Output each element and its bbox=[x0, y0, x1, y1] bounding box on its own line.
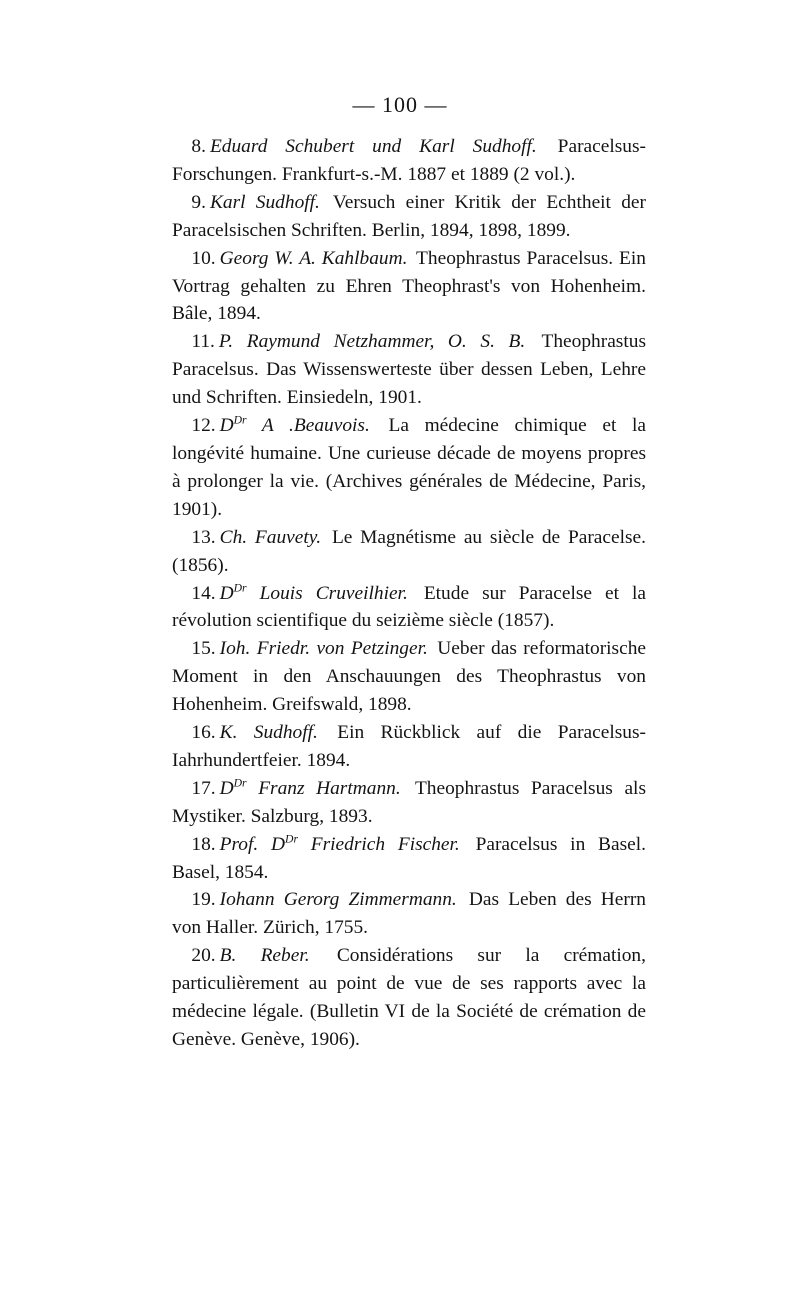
entry-author: Georg W. A. Kahlbaum. bbox=[219, 247, 408, 269]
bibliography-entry bbox=[172, 635, 646, 719]
entry-author: B. Reber. bbox=[219, 945, 310, 967]
entry-text: Etude sur Paracelse et la révolution scientifique du seizième siècle (1857). bbox=[172, 582, 646, 632]
bibliography-entry bbox=[172, 886, 646, 942]
entry-author: Franz Hartmann. bbox=[258, 777, 401, 799]
entry-author: Iohann Gerorg Zimmermann. bbox=[219, 889, 457, 911]
entry-author: Eduard Schubert und Karl Sudhoff. bbox=[209, 136, 537, 157]
entry-text: Paracelsus in Basel. Basel, 1854. bbox=[172, 833, 646, 883]
entry-text: Theophrastus Paracelsus. Das Wissenswerteste über dessen Leben, Lehre und Schriften. Einsiedeln, 1901. bbox=[172, 331, 646, 409]
bibliography-entry bbox=[172, 524, 646, 580]
entry-number: 9. bbox=[191, 191, 206, 213]
entry-author: K. Sudhoff. bbox=[219, 722, 318, 744]
entry-text: Das Leben des Herrn von Haller. Zürich, 1755. bbox=[172, 889, 646, 939]
bibliography-entry bbox=[172, 719, 646, 775]
bibliography-entry bbox=[172, 245, 646, 329]
entry-author-title: $D^{Dr}$ Franz Hartmann. bbox=[219, 776, 401, 799]
entry-author: Louis Cruveilhier. bbox=[259, 582, 408, 604]
entry-number: 15. bbox=[191, 638, 216, 660]
entry-number: 8. bbox=[191, 136, 206, 157]
entry-number: 13. bbox=[191, 526, 216, 548]
entry-number: 11. bbox=[191, 331, 215, 353]
entry-text: Versuch einer Kritik der Echtheit der Paracelsischen Schriften. Berlin, 1894, 1898, 1899. bbox=[172, 191, 646, 241]
entry-number: 17. bbox=[191, 777, 216, 799]
entry-author: A .Beauvois. bbox=[261, 415, 370, 437]
doctor-title-superscript: Dr bbox=[285, 832, 298, 846]
bibliography-entry bbox=[172, 133, 646, 189]
entry-author-title: $D^{Dr}$ A .Beauvois. bbox=[219, 413, 370, 437]
entry-number: 14. bbox=[191, 582, 216, 604]
entry-text: Considérations sur la crémation, particulièrement au point de vue de ses rapports avec la médecine légale. (Bulletin VI de la Société de crémation de Genève. Genève, 1906). bbox=[172, 945, 646, 1050]
entry-author-title: $D^{Dr}$ Louis Cruveilhier. bbox=[219, 581, 408, 604]
entry-number: 16. bbox=[191, 722, 216, 744]
entry-author: P. Raymund Netzhammer, O. S. B. bbox=[218, 331, 526, 353]
doctor-title-superscript: Dr bbox=[233, 776, 247, 790]
doctor-title-superscript: Dr bbox=[233, 581, 247, 595]
bibliography-entry bbox=[172, 580, 646, 636]
entry-author: Friedrich Fischer. bbox=[310, 833, 460, 855]
entry-author: Karl Sudhoff. bbox=[209, 191, 320, 213]
entry-text: Ein Rückblick auf die Paracelsus-Iahrhundertfeier. 1894. bbox=[172, 722, 646, 771]
bibliography-list bbox=[172, 133, 646, 1054]
entry-text: Ueber das reformatorische Moment in den Anschauungen des Theophrastus von Hohenheim. Greifswald, 1898. bbox=[172, 638, 647, 716]
entry-number: 19. bbox=[191, 889, 216, 911]
entry-number: 10. bbox=[191, 247, 216, 269]
entry-author: Ioh. Friedr. von Petzinger. bbox=[219, 638, 428, 660]
bibliography-entry bbox=[172, 189, 646, 245]
bibliography-entry bbox=[172, 831, 646, 887]
entry-number: 12. bbox=[191, 415, 216, 437]
entry-author-title: Prof. $D^{Dr}$ Friedrich Fischer. bbox=[219, 832, 460, 855]
entry-prefix: Prof. bbox=[219, 833, 259, 855]
entry-number: 20. bbox=[191, 945, 216, 967]
entry-text: Le Magnétisme au siècle de Paracelse. (1856). bbox=[172, 526, 647, 576]
entry-number: 18. bbox=[191, 833, 216, 855]
page-number: — 100 — bbox=[352, 92, 448, 117]
bibliography-entry bbox=[172, 412, 646, 524]
entry-text: Theophrastus Paracelsus. Ein Vortrag gehalten zu Ehren Theophrast's von Hohenheim. Bâle, 1894. bbox=[172, 247, 646, 325]
entry-text: La médecine chimique et la longévité humaine. Une curieuse décade de moyens propres à prolonger la vie. (Archives générales de Médecine, Paris, 1901). bbox=[172, 415, 646, 520]
entry-text: Theophrastus Paracelsus als Mystiker. Salzburg, 1893. bbox=[172, 777, 646, 827]
bibliography-entry bbox=[172, 775, 646, 831]
bibliography-entry bbox=[172, 942, 646, 1054]
bibliography-entry bbox=[172, 328, 646, 412]
entry-text: Paracelsus-Forschungen. Frankfurt-s.-M. 1887 et 1889 (2 vol.). bbox=[172, 136, 646, 185]
doctor-title-superscript: Dr bbox=[233, 413, 247, 427]
entry-author: Ch. Fauvety. bbox=[219, 526, 322, 548]
